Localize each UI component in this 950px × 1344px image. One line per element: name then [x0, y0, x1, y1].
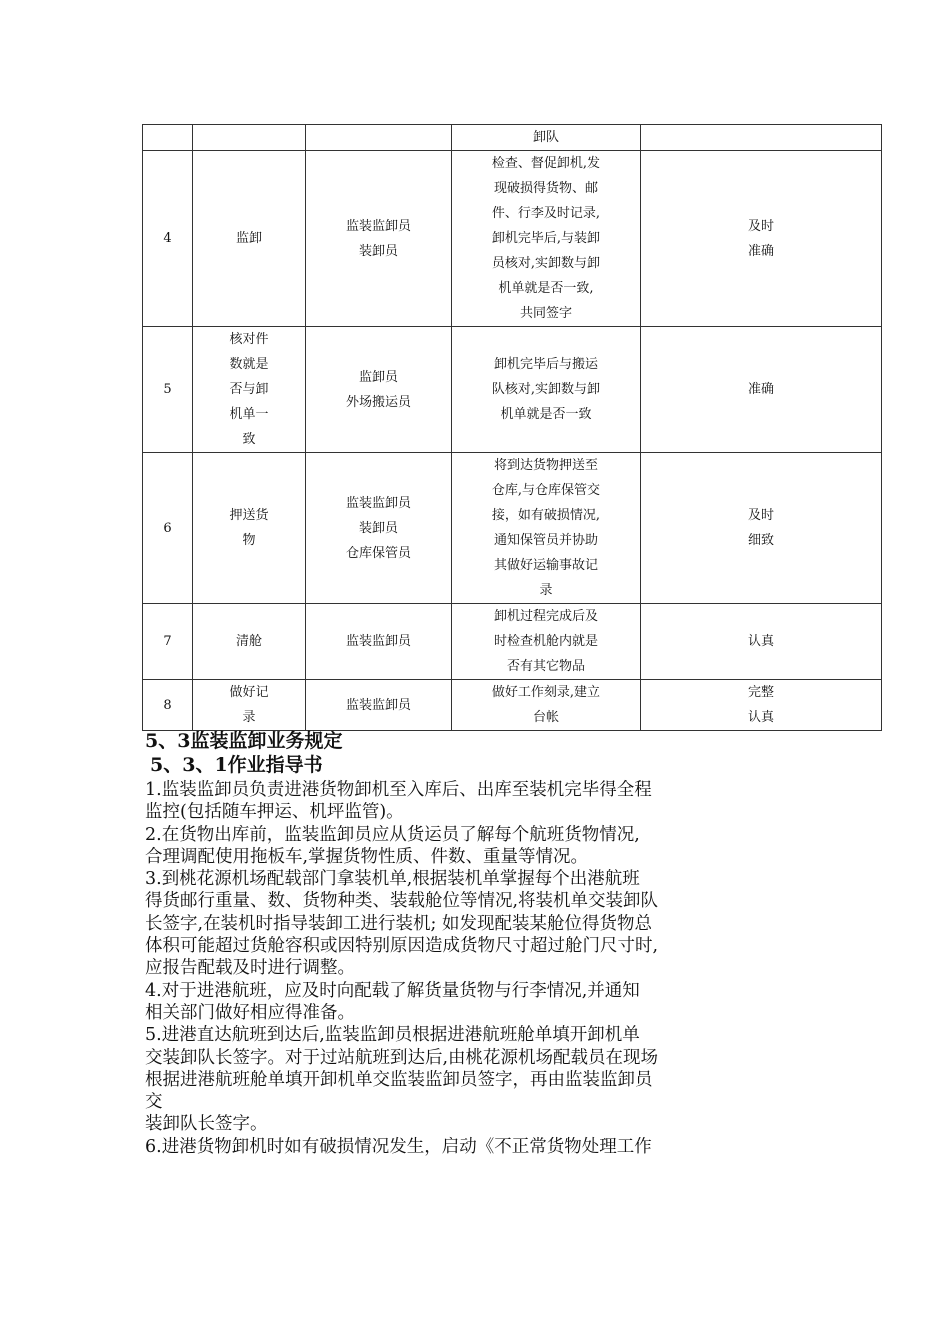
cell-requirement: 认真 [641, 604, 882, 680]
cell-content: 检查、督促卸机,发 现破损得货物、邮 件、行李及时记录, 卸机完毕后,与装卸 员核对,实卸数与卸 机单就是否一致, 共同签字 [452, 151, 641, 327]
cell-requirement: 及时 准确 [641, 151, 882, 327]
cell-requirement: 完整 认真 [641, 680, 882, 731]
process-table [142, 124, 882, 731]
cell-staff: 监装监卸员 [306, 604, 452, 680]
table-row [143, 453, 882, 604]
cell-staff: 监装监卸员 装卸员 [306, 151, 452, 327]
cell-no: 6 [143, 453, 193, 604]
cell-content: 将到达货物押送至 仓库,与仓库保管交 接，如有破损情况, 通知保管员并协助 其做好运输事故记 录 [452, 453, 641, 604]
section-heading: 5、3监装监卸业务规定 [145, 730, 343, 752]
cell-step: 清舱 [193, 604, 306, 680]
cell-requirement: 准确 [641, 327, 882, 453]
section-subheading: 5、3、1作业指导书 [150, 754, 323, 776]
table-row [143, 604, 882, 680]
cell-step: 监卸 [193, 151, 306, 327]
table-row [143, 680, 882, 731]
table-row [143, 151, 882, 327]
cell-staff: 监卸员 外场搬运员 [306, 327, 452, 453]
paragraph: 6.进港货物卸机时如有破损情况发生，启动《不正常货物处理工作 [145, 1136, 652, 1157]
cell-step: 核对件 数就是 否与卸 机单一 致 [193, 327, 306, 453]
table-row [143, 125, 882, 151]
paragraph: 3.到桃花源机场配载部门拿装机单,根据装机单掌握每个出港航班 得货邮行重量、数、货物种类、装载舱位等情况,将装机单交装卸队 长签字,在装机时指导装卸工进行装机; 如发现配装某舱位得货物总 体积可能超过货舱容积或因特别原因造成货物尺寸超过舱门尺寸时, 应报告配载及时进行调整。 [145, 869, 659, 979]
cell-step: 押送货 物 [193, 453, 306, 604]
cell-no: 8 [143, 680, 193, 731]
body-text [145, 779, 815, 1158]
cell-step: 做好记 录 [193, 680, 306, 731]
cell-content: 卸机完毕后与搬运 队核对,实卸数与卸 机单就是否一致 [452, 327, 641, 453]
cell-content: 卸机过程完成后及 时检查机舱内就是 否有其它物品 [452, 604, 641, 680]
cell-staff: 监装监卸员 装卸员 仓库保管员 [306, 453, 452, 604]
cell-staff: 监装监卸员 [306, 680, 452, 731]
cell-content: 做好工作刻录,建立 台帐 [452, 680, 641, 731]
cell-step [193, 125, 306, 151]
cell-no: 5 [143, 327, 193, 453]
cell-no [143, 125, 193, 151]
cell-requirement: 及时 细致 [641, 453, 882, 604]
paragraph: 2.在货物出库前，监装监卸员应从货运员了解每个航班货物情况, 合理调配使用拖板车,掌握货物性质、件数、重量等情况。 [145, 824, 640, 867]
paragraph: 4.对于进港航班，应及时向配载了解货量货物与行李情况,并通知 相关部门做好相应得准备。 [145, 980, 640, 1023]
paragraph: 5.进港直达航班到达后,监装监卸员根据进港航班舱单填开卸机单 交装卸队长签字。对于过站航班到达后,由桃花源机场配载员在现场 根据进港航班舱单填开卸机单交监装监卸员签字，再由监装监卸员 交 装卸队长签字。 [145, 1025, 659, 1135]
cell-no: 7 [143, 604, 193, 680]
cell-staff [306, 125, 452, 151]
table-row [143, 327, 882, 453]
cell-content: 卸队 [452, 125, 641, 151]
cell-no: 4 [143, 151, 193, 327]
cell-requirement [641, 125, 882, 151]
paragraph: 1.监装监卸员负责进港货物卸机至入库后、出库至装机完毕得全程 监控(包括随车押运、机坪监管)。 [145, 780, 652, 823]
